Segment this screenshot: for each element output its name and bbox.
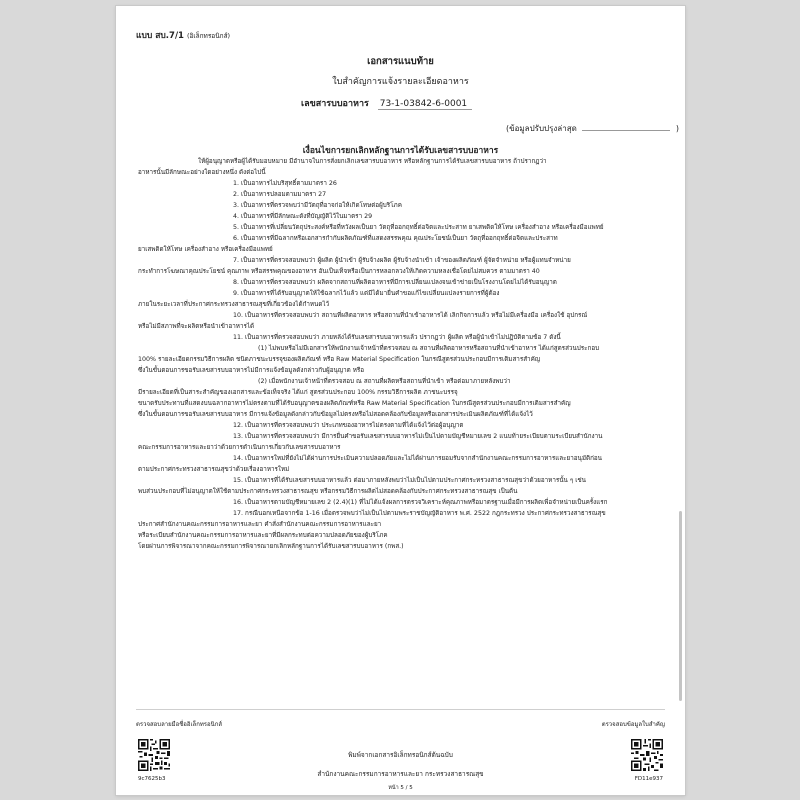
condition-line: (1) ไม่พบหรือไม่มีเอกสารให้พนักงานเจ้าหน้าที่ตรวจสอบ ณ สถานที่ผลิตอาหารหรือสถานที่นำเข้าอาหาร ได้แก่สูตรส่วนประกอบ [258,345,600,352]
condition-line: (2) เมื่อพนักงานเจ้าหน้าที่ตรวจสอบ ณ สถานที่ผลิตหรือสถานที่นำเข้า หรือต่อมาภายหลังพบว่า [258,378,511,385]
condition-line: 1. เป็นอาหารไม่บริสุทธิ์ตามมาตรา 26 [233,180,337,187]
signature-check-label: ตรวจสอบลายมือชื่ออิเล็กทรอนิกส์ [136,721,223,728]
condition-line: ให้ผู้อนุญาตหรือผู้ได้รับมอบหมาย มีอำนาจในการสั่งยกเลิกเลขสารบบอาหาร หรือหลักฐานการได้รับเลขสารบบอาหาร ถ้าปรากฏว่า [198,158,547,165]
condition-line: 10. เป็นอาหารที่ตรวจสอบพบว่า สถานที่ผลิตอาหาร หรือสถานที่นำเข้าอาหารได้ เลิกกิจการแล้ว หรือไม่มีเครื่องมือ เครื่องใช้ อุปกรณ์ [233,312,588,319]
agency-name: สำนักงานคณะกรรมการอาหารและยา กระทรวงสาธารณสุข [317,770,484,778]
condition-line: 15. เป็นอาหารที่ได้รับเลขสารบบอาหารแล้ว ต่อมาภายหลังพบว่าไม่เป็นไปตามประกาศกระทรวงสาธารณสุขว่าด้วยอาหารนั้น ๆ เช่น [233,477,586,484]
condition-line: กระทำการโฆษณาคุณประโยชน์ คุณภาพ หรือสรรพคุณของอาหาร อันเป็นเท็จหรือเป็นการหลอกลวงให้เกิดความหลงเชื่อโดยไม่สมควร ตามมาตรา 40 [138,268,540,275]
condition-line: 8. เป็นอาหารที่ตรวจสอบพบว่า ผลิตจากสถานที่ผลิตอาหารที่มีการเปลี่ยนแปลงจนเข้าข่ายเป็นโรงงานโดยไม่ได้รับอนุญาต [233,279,557,286]
document-page [116,6,685,795]
condition-line: 7. เป็นอาหารที่ตรวจสอบพบว่า ผู้ผลิต ผู้นำเข้า ผู้รับจ้างผลิต ผู้รับจ้างนำเข้า เจ้าของผลิตภัณฑ์ ผู้จัดจำหน่าย หรือผู้แทนจำหน่าย [233,257,571,264]
document-subtitle: ใบสำคัญการแจ้งรายละเอียดอาหาร [332,77,469,87]
condition-line: 14. เป็นอาหารใหม่ที่ยังไม่ได้ผ่านการประเมินความปลอดภัยและไม่ได้ผ่านการยอมรับจากสำนักงานคณะกรรมการอาหารและยาอนุมัติก่อน [233,455,602,462]
condition-line: 6. เป็นอาหารที่มีฉลากหรือเอกสารกำกับผลิตภัณฑ์ที่แสดงสรรพคุณ คุณประโยชน์เป็นยา วัตถุที่ออกฤทธิ์ต่อจิตและประสาท [233,235,558,242]
condition-line: 4. เป็นอาหารที่มีลักษณะดังที่บัญญัติไว้ในมาตรา 29 [233,213,373,220]
condition-line: คณะกรรมการอาหารและยาว่าด้วยการดำเนินการเกี่ยวกับเลขสารบบอาหาร [138,444,341,451]
last-update-label: (ข้อมูลปรับปรุงล่าสุด [506,124,577,133]
condition-line: 2. เป็นอาหารปลอมตามมาตรา 27 [233,191,327,198]
signature-code: 9c7625b3 [138,776,166,782]
condition-line: 100% รายละเอียดกรรมวิธีการผลิต ชนิดภาชนะบรรจุของผลิตภัณฑ์ หรือ Raw Material Specification ในกรณีสูตรส่วนประกอบมีการเติมสารสำคัญ [138,356,541,363]
condition-line: ประกาศสำนักงานคณะกรรมการอาหารและยา คำสั่งสำนักงานคณะกรรมการอาหารและยา [138,521,382,528]
condition-line: 9. เป็นอาหารที่ได้รับอนุญาตให้ใช้ฉลากไว้แล้ว แต่มีได้มายื่นคำขอแก้ไขเปลี่ยนแปลงรายการที่ผู้ต้อง [233,290,500,297]
last-update-close: ) [675,124,679,133]
page-number: หน้า 5 / 5 [388,785,413,791]
condition-line: ยาเสพติดให้โทษ เครื่องสำอาง หรือเครื่องมือแพทย์ [138,246,273,253]
document-title: เอกสารแนบท้าย [367,56,434,67]
last-update-row [506,122,679,135]
condition-line: 17. กรณีนอกเหนือจากข้อ 1-16 เมื่อตรวจพบว่าไม่เป็นไปตามพระราชบัญญัติอาหาร พ.ศ. 2522 กฎกระทรวง ประกาศกระทรวงสาธารณสุข [233,510,606,517]
condition-line: 11. เป็นอาหารที่ตรวจสอบพบว่า ภายหลังได้รับเลขสารบบอาหารแล้ว ปรากฏว่า ผู้ผลิต หรือผู้นำเข้าไม่ปฏิบัติตามข้อ 7 ดังนี้ [233,334,561,341]
conditions-title: เงื่อนไขการยกเลิกหลักฐานการได้รับเลขสารบบอาหาร [302,146,499,156]
condition-line: พบส่วนประกอบที่ไม่อนุญาตให้ใช้ตามประกาศกระทรวงสาธารณสุข หรือกรรมวิธีการผลิตไม่สอดคล้องกับประกาศกระทรวงสาธารณสุข เป็นต้น [138,488,518,495]
form-code [136,28,230,42]
registration-number-label: เลขสารบบอาหาร [301,99,369,109]
conditions-body [138,156,663,676]
condition-line: 13. เป็นอาหารที่ตรวจสอบพบว่า มีการยื่นคำขอรับเลขสารบบอาหารไม่เป็นไปตามบัญชีหมายเลข 2 แนบท้ายระเบียบตามระเบียบสำนักงาน [233,433,603,440]
condition-line: 12. เป็นอาหารที่ตรวจสอบพบว่า ประเภทของอาหารไม่ตรงตามที่ได้แจ้งไว้ต่อผู้อนุญาต [233,422,464,429]
condition-line: ภายในระยะเวลาที่ประกาศกระทรวงสาธารณสุขที่เกี่ยวข้องได้กำหนดไว้ [138,301,330,308]
certificate-check-label: ตรวจสอบข้อมูลใบสำคัญ [601,721,665,728]
condition-line: ขนาดรับประทานที่แสดงบนฉลากอาหารไม่ตรงตามที่ได้รับอนุญาตของผลิตภัณฑ์หรือ Raw Material Specification ในกรณีสูตรส่วนประกอบมีการเติมสารสำคัญ [138,400,571,407]
printed-from-label: พิมพ์จากเอกสารอิเล็กทรอนิกส์ต้นฉบับ [348,751,453,759]
registration-number-row [301,96,472,110]
form-code-label: แบบ สบ.7/1 [136,31,184,41]
scrollbar[interactable] [679,511,682,701]
footer-divider [136,709,665,710]
condition-line: ซึ่งในขั้นตอนการขอรับเลขสารบบอาหาร มีการแจ้งข้อมูลดังกล่าวกับข้อมูลไม่ตรงหรือไม่สอดคล้องกับข้อมูลหรือเอกสารประเมินผลิตภัณฑ์ที่ได้แจ้งไว้ [138,411,533,418]
registration-number-value: 73-1-03842-6-0001 [378,99,472,110]
condition-line: ตามประกาศกระทรวงสาธารณสุขว่าด้วยเรื่องอาหารใหม่ [138,466,290,473]
last-update-value [582,130,670,131]
condition-line: ซึ่งในขั้นตอนการขอรับเลขสารบบอาหารไม่มีการแจ้งข้อมูลดังกล่าวกับผู้อนุญาต หรือ [138,367,365,374]
condition-line: 5. เป็นอาหารที่เปลี่ยนวัตถุประสงค์หรือที่หวังผลเป็นยา วัตถุที่ออกฤทธิ์ต่อจิตและประสาท ยาเสพติดให้โทษ เครื่องสำอาง หรือเครื่องมือแพทย์ [233,224,604,231]
condition-line: 3. เป็นอาหารที่ตรวจพบว่ามีวัตถุที่อาจก่อให้เกิดโทษต่อผู้บริโภค [233,202,402,209]
condition-line: มีรายละเอียดที่เป็นสาระสำคัญของเอกสารและข้อเท็จจริง ได้แก่ สูตรส่วนประกอบ 100% กรรมวิธีการผลิต ภาชนะบรรจุ [138,389,458,396]
form-code-note: (อิเล็กทรอนิกส์) [186,32,231,40]
certificate-code: FD11e937 [634,776,663,782]
condition-line: หรือไม่มีสภาพที่จะผลิตหรือนำเข้าอาหารได้ [138,323,255,330]
condition-line: อาหารนั้นมีลักษณะอย่างใดอย่างหนึ่ง ดังต่อไปนี้ [138,169,266,176]
condition-line: หรือระเบียบสำนักงานคณะกรรมการอาหารและยาที่มีผลกระทบต่อความปลอดภัยของผู้บริโภค [138,532,388,539]
condition-line: 16. เป็นอาหารตามบัญชีหมายเลข 2 (2.4)(1) ที่ไม่ได้แจ้งผลการตรวจวิเคราะห์คุณภาพหรือมาตรฐานเมื่อมีการผลิตเพื่อจำหน่ายเป็นครั้งแรก [233,499,608,506]
condition-line: โดยผ่านการพิจารณาจากคณะกรรมการพิจารณายกเลิกหลักฐานการได้รับเลขสารบบอาหาร (กพส.) [138,543,404,550]
